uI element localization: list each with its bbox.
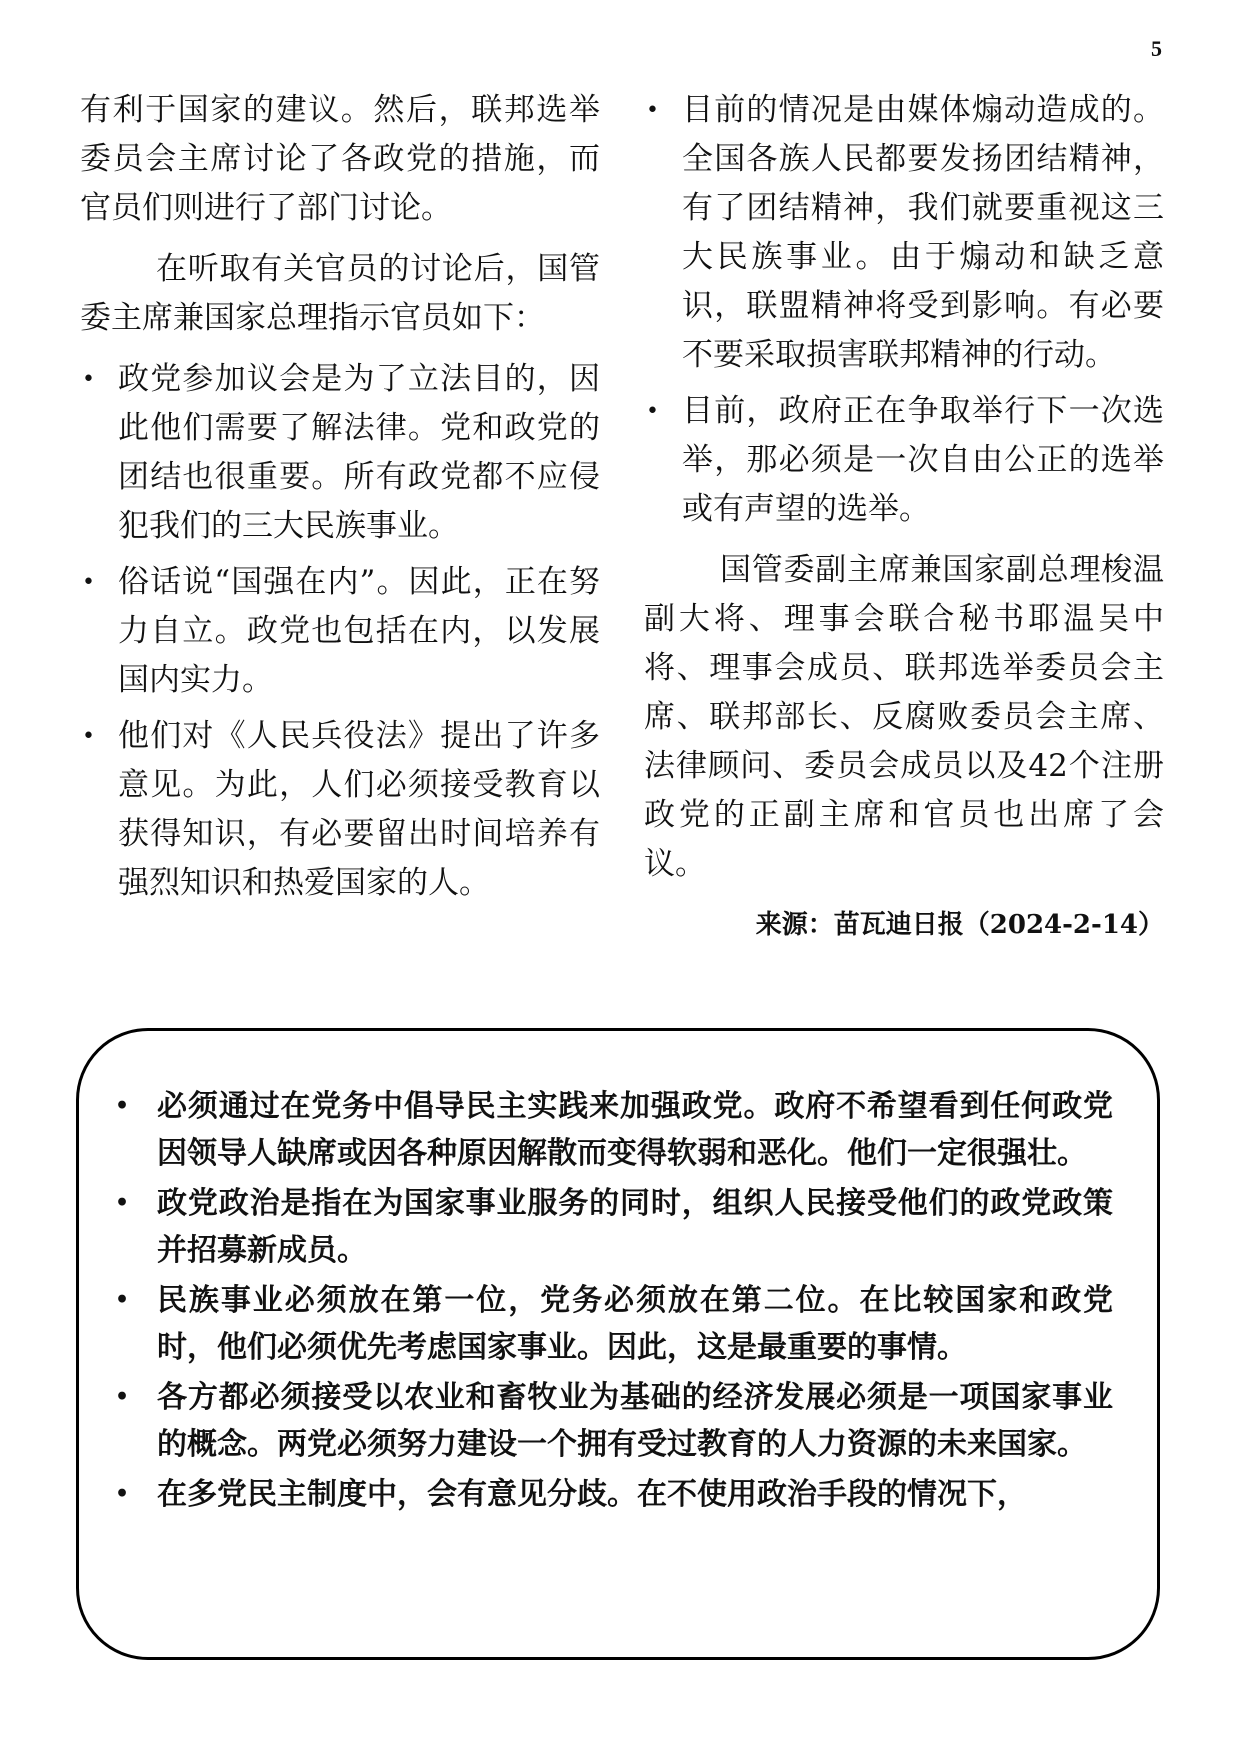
bullet-icon: • — [82, 570, 95, 595]
list-item — [113, 1180, 1113, 1274]
list-item-text: 目前的情况是由媒体煽动造成的。全国各族人民都要发扬团结精神，有了团结精神，我们就要重视这三大民族事业。由于煽动和缺乏意识，联盟精神将受到影响。有必要不要采取损害联邦精神的行动。 — [682, 92, 1164, 373]
bullet-icon: • — [115, 1384, 130, 1410]
bullet-icon: • — [82, 724, 95, 749]
list-item — [113, 1083, 1113, 1177]
instruction-list — [80, 355, 600, 908]
right-column — [644, 86, 1164, 950]
bullet-icon: • — [82, 367, 95, 392]
left-column — [80, 86, 600, 920]
list-item-text: 各方都必须接受以农业和畜牧业为基础的经济发展必须是一项国家事业的概念。两党必须努力建设一个拥有受过教育的人力资源的未来国家。 — [157, 1380, 1113, 1462]
source-citation: 来源：苗瓦迪日报（2024-2-14） — [755, 910, 1164, 940]
bullet-icon: • — [646, 98, 659, 123]
list-item — [80, 712, 600, 908]
highlight-list — [113, 1083, 1113, 1521]
list-item-text: 政党政治是指在为国家事业服务的同时，组织人民接受他们的政党政策并招募新成员。 — [157, 1186, 1113, 1268]
list-item-text: 政党参加议会是为了立法目的，因此他们需要了解法律。党和政党的团结也很重要。所有政党都不应侵犯我们的三大民族事业。 — [118, 361, 600, 544]
page-number: 5 — [1151, 36, 1162, 61]
bullet-icon: • — [115, 1481, 130, 1507]
attendees-paragraph: 国管委副主席兼国家副总理梭温副大将、理事会联合秘书耶温吴中将、理事会成员、联邦选举委员会主席、联邦部长、反腐败委员会主席、法律顾问、委员会成员以及42个注册政党的正副主席和官员也出席了会议。 — [644, 552, 1164, 882]
intro-paragraph: 有利于国家的建议。然后，联邦选举委员会主席讨论了各政党的措施，而官员们则进行了部门讨论。 — [80, 92, 600, 226]
list-item — [644, 86, 1164, 380]
list-item-text: 俗话说“国强在内”。因此，正在努力自立。政党也包括在内，以发展国内实力。 — [118, 564, 600, 698]
instruction-list-continued — [644, 86, 1164, 534]
bullet-icon: • — [115, 1287, 130, 1313]
list-item — [644, 387, 1164, 534]
list-item — [80, 355, 600, 551]
list-item — [113, 1374, 1113, 1468]
lead-paragraph: 在听取有关官员的讨论后，国管委主席兼国家总理指示官员如下： — [80, 251, 600, 336]
bullet-icon: • — [646, 399, 659, 424]
list-item — [80, 558, 600, 705]
bullet-icon: • — [115, 1190, 130, 1216]
list-item-text: 必须通过在党务中倡导民主实践来加强政党。政府不希望看到任何政党因领导人缺席或因各种原因解散而变得软弱和恶化。他们一定很强壮。 — [157, 1089, 1113, 1171]
list-item-text: 目前，政府正在争取举行下一次选举，那必须是一次自由公正的选举或有声望的选举。 — [682, 393, 1164, 527]
list-item — [113, 1277, 1113, 1371]
highlight-box — [76, 1028, 1160, 1660]
bullet-icon: • — [115, 1093, 130, 1119]
list-item-text: 民族事业必须放在第一位，党务必须放在第二位。在比较国家和政党时，他们必须优先考虑国家事业。因此，这是最重要的事情。 — [157, 1283, 1113, 1365]
list-item — [113, 1471, 1113, 1518]
list-item-text: 他们对《人民兵役法》提出了许多意见。为此，人们必须接受教育以获得知识，有必要留出时间培养有强烈知识和热爱国家的人。 — [118, 718, 600, 901]
list-item-text: 在多党民主制度中，会有意见分歧。在不使用政治手段的情况下， — [157, 1477, 1027, 1512]
